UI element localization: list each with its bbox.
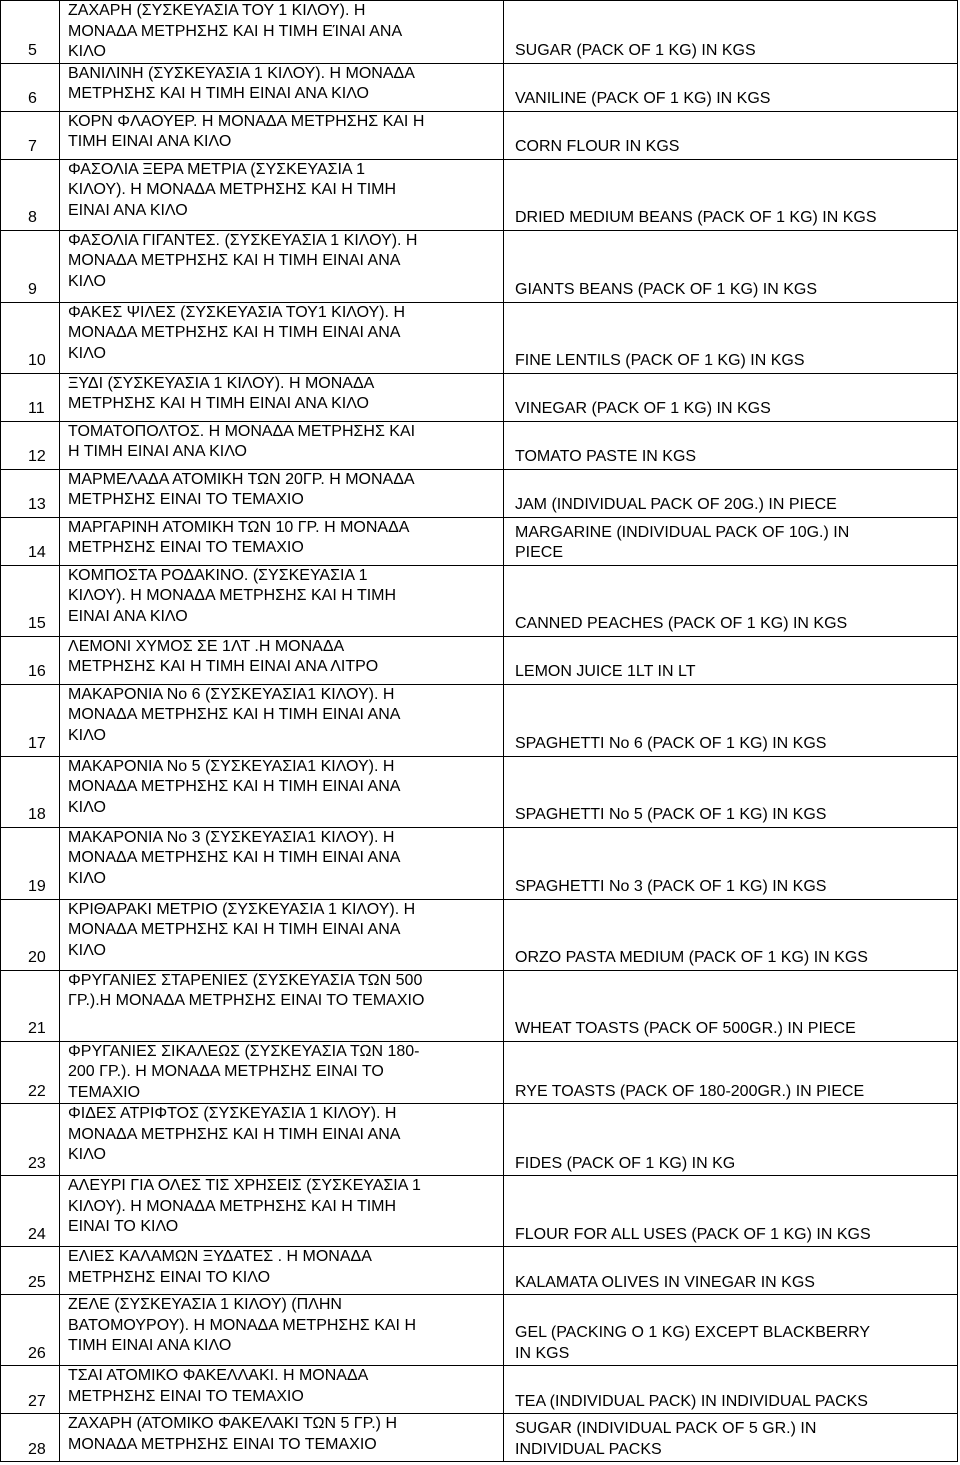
english-description: [504, 230, 958, 302]
greek-description-text: ΚΟΜΠΟΣΤΑ ΡΟΔΑΚΙΝΟ. (ΣΥΣΚΕΥΑΣΙΑ 1 ΚΙΛΟΥ). Η ΜΟΝΑΔΑ ΜΕΤΡΗΣΗΣ ΚΑΙ Η ΤΙΜΗ ΕΙΝΑΙ ΑΝΑ ΚΙΛΟ: [68, 566, 397, 625]
english-description-text: CORN FLOUR IN KGS: [515, 138, 680, 155]
greek-description-text: ΦΡΥΓΑΝΙΕΣ ΣΤΑΡΕΝΙΕΣ (ΣΥΣΚΕΥΑΣΙΑ ΤΩΝ 500 ΓΡ.).Η ΜΟΝΑΔΑ ΜΕΤΡΗΣΗΣ ΕΙΝΑΙ ΤΟ ΤΕΜΑΧΙΟ: [68, 971, 425, 1009]
greek-description: [60, 899, 504, 970]
table-row: [1, 1414, 958, 1462]
table-row: [1, 636, 958, 684]
greek-description: [60, 63, 504, 111]
greek-description: [60, 421, 504, 469]
row-number-text: 9: [28, 281, 37, 298]
english-description-text: VINEGAR (PACK OF 1 KG) IN KGS: [515, 400, 771, 417]
row-number-text: 16: [28, 663, 46, 680]
table-row: [1, 684, 958, 756]
english-description: [504, 565, 958, 636]
english-description-text: JAM (INDIVIDUAL PACK OF 20G.) IN PIECE: [515, 496, 837, 513]
row-number-text: 7: [28, 138, 37, 155]
english-description: [504, 111, 958, 159]
english-description-text: GIANTS BEANS (PACK OF 1 KG) IN KGS: [515, 281, 817, 298]
row-number: [1, 1041, 60, 1104]
row-number-text: 18: [28, 806, 46, 823]
table-row: [1, 899, 958, 970]
greek-description: [60, 1295, 504, 1366]
row-number: [1, 1176, 60, 1247]
greek-description-text: ΖΑΧΑΡΗ (ΑΤΟΜΙΚΟ ΦΑΚΕΛΑΚΙ ΤΩΝ 5 ΓΡ.) Η ΜΟΝΑΔΑ ΜΕΤΡΗΣΗΣ ΕΙΝΑΙ ΤΟ ΤΕΜΑΧΙΟ: [68, 1415, 397, 1453]
english-description-text: CANNED PEACHES (PACK OF 1 KG) IN KGS: [515, 615, 848, 632]
english-description-text: FIDES (PACK OF 1 KG) IN KG: [515, 1154, 736, 1172]
english-description-text: GEL (PACKING O 1 KG) EXCEPT BLACKBERRY IN KGS: [515, 1324, 871, 1362]
english-description-text: ORZO PASTA MEDIUM (PACK OF 1 KG) IN KGS: [515, 949, 868, 966]
greek-description: [60, 827, 504, 899]
greek-description: [60, 111, 504, 159]
greek-description-text: ΕΛΙΕΣ ΚΑΛΑΜΩΝ ΞΥΔΑΤΕΣ . Η ΜΟΝΑΔΑ ΜΕΤΡΗΣΗΣ ΕΙΝΑΙ ΤΟ ΚΙΛΟ: [68, 1248, 372, 1286]
table-row: [1, 159, 958, 230]
greek-description: [60, 517, 504, 565]
greek-description-text: ΑΛΕΥΡΙ ΓΙΑ ΟΛΕΣ ΤΙΣ ΧΡΗΣΕΙΣ (ΣΥΣΚΕΥΑΣΙΑ 1 ΚΙΛΟΥ). Η ΜΟΝΑΔΑ ΜΕΤΡΗΣΗΣ ΚΑΙ Η ΤΙΜΗ ΕΙΝΑΙ ΤΟ ΚΙΛΟ: [68, 1177, 421, 1235]
greek-description-text: ΜΑΚΑΡΟΝΙΑ Νο 5 (ΣΥΣΚΕΥΑΣΙΑ1 ΚΙΛΟΥ). Η ΜΟΝΑΔΑ ΜΕΤΡΗΣΗΣ ΚΑΙ Η ΤΙΜΗ ΕΙΝΑΙ ΑΝΑ ΚΙΛΟ: [68, 757, 401, 816]
english-description: [504, 1295, 958, 1366]
row-number: [1, 1, 60, 64]
greek-description: [60, 469, 504, 517]
table-row: [1, 373, 958, 421]
greek-description-text: ΒΑΝΙΛΙΝΗ (ΣΥΣΚΕΥΑΣΙΑ 1 ΚΙΛΟΥ). Η ΜΟΝΑΔΑ ΜΕΤΡΗΣΗΣ ΚΑΙ Η ΤΙΜΗ ΕΙΝΑΙ ΑΝΑ ΚΙΛΟ: [68, 64, 415, 102]
row-number: [1, 1366, 60, 1414]
table-row: [1, 111, 958, 159]
greek-description-text: ΤΣΑΙ ΑΤΟΜΙΚΟ ΦΑΚΕΛΛΑΚΙ. Η ΜΟΝΑΔΑ ΜΕΤΡΗΣΗΣ ΕΙΝΑΙ ΤΟ ΤΕΜΑΧΙΟ: [68, 1367, 369, 1405]
greek-description: [60, 1104, 504, 1176]
row-number: [1, 565, 60, 636]
greek-description: [60, 970, 504, 1041]
greek-description-text: ΛΕΜΟΝΙ ΧΥΜΟΣ ΣΕ 1ΛΤ .Η ΜΟΝΑΔΑ ΜΕΤΡΗΣΗΣ ΚΑΙ Η ΤΙΜΗ ΕΙΝΑΙ ΑΝΑ ΛΙΤΡΟ: [68, 637, 379, 675]
greek-description: [60, 1247, 504, 1295]
english-description: [504, 517, 958, 565]
table-row: [1, 1, 958, 64]
greek-description: [60, 1, 504, 64]
table-row: [1, 302, 958, 373]
greek-description: [60, 1366, 504, 1414]
row-number-text: 11: [28, 400, 45, 417]
row-number-text: 10: [28, 352, 46, 369]
greek-description: [60, 373, 504, 421]
row-number: [1, 827, 60, 899]
table-row: [1, 421, 958, 469]
table-row: [1, 63, 958, 111]
row-number-text: 12: [28, 448, 46, 465]
greek-description: [60, 302, 504, 373]
row-number: [1, 684, 60, 756]
greek-description: [60, 1414, 504, 1462]
english-description: [504, 827, 958, 899]
row-number: [1, 421, 60, 469]
row-number: [1, 469, 60, 517]
greek-description: [60, 1176, 504, 1247]
row-number-text: 24: [28, 1225, 46, 1243]
english-description-text: DRIED MEDIUM BEANS (PACK OF 1 KG) IN KGS: [515, 209, 877, 226]
row-number: [1, 63, 60, 111]
english-description-text: TOMATO PASTE IN KGS: [515, 448, 697, 465]
table-row: [1, 827, 958, 899]
row-number-text: 28: [28, 1440, 46, 1458]
english-description-text: TEA (INDIVIDUAL PACK) IN INDIVIDUAL PACKS: [515, 1392, 868, 1410]
english-description-text: SUGAR (INDIVIDUAL PACK OF 5 GR.) IN INDIVIDUAL PACKS: [515, 1420, 817, 1458]
english-description: [504, 1366, 958, 1414]
english-description-text: FINE LENTILS (PACK OF 1 KG) IN KGS: [515, 352, 805, 369]
english-description: [504, 1041, 958, 1104]
english-description: [504, 1414, 958, 1462]
row-number: [1, 1414, 60, 1462]
english-description: [504, 302, 958, 373]
greek-description-text: ΦΙΔΕΣ ΑΤΡΙΦΤΟΣ (ΣΥΣΚΕΥΑΣΙΑ 1 ΚΙΛΟΥ). Η ΜΟΝΑΔΑ ΜΕΤΡΗΣΗΣ ΚΑΙ Η ΤΙΜΗ ΕΙΝΑΙ ΑΝΑ ΚΙΛΟ: [68, 1105, 401, 1163]
greek-description-text: ΜΑΚΑΡΟΝΙΑ Νο 6 (ΣΥΣΚΕΥΑΣΙΑ1 ΚΙΛΟΥ). Η ΜΟΝΑΔΑ ΜΕΤΡΗΣΗΣ ΚΑΙ Η ΤΙΜΗ ΕΙΝΑΙ ΑΝΑ ΚΙΛΟ: [68, 685, 401, 744]
english-description: [504, 756, 958, 827]
table-row: [1, 469, 958, 517]
greek-description: [60, 684, 504, 756]
table-row: [1, 756, 958, 827]
row-number-text: 14: [28, 544, 46, 561]
english-description-text: SPAGHETTI No 3 (PACK OF 1 KG) IN KGS: [515, 878, 827, 895]
english-description-text: VANILINE (PACK OF 1 KG) IN KGS: [515, 90, 771, 107]
row-number: [1, 1104, 60, 1176]
greek-description-text: ΦΑΣΟΛΙΑ ΓΙΓΑΝΤΕΣ. (ΣΥΣΚΕΥΑΣΙΑ 1 ΚΙΛΟΥ). Η ΜΟΝΑΔΑ ΜΕΤΡΗΣΗΣ ΚΑΙ Η ΤΙΜΗ ΕΙΝΑΙ ΑΝΑ ΚΙΛΟ: [68, 231, 418, 290]
english-description: [504, 421, 958, 469]
table-row: [1, 1295, 958, 1366]
row-number-text: 20: [28, 949, 46, 966]
english-description-text: MARGARINE (INDIVIDUAL PACK OF 10G.) IN PIECE: [515, 523, 850, 561]
greek-description-text: ΖΑΧΑΡΗ (ΣΥΣΚΕΥΑΣΙΑ ΤΟΥ 1 ΚΙΛΟΥ). Η ΜΟΝΑΔΑ ΜΕΤΡΗΣΗΣ ΚΑΙ Η ΤΙΜΗ ΕΊΝΑΙ ΑΝΑ ΚΙΛΟ: [68, 2, 403, 60]
table-row: [1, 1366, 958, 1414]
table-row: [1, 230, 958, 302]
row-number-text: 17: [28, 735, 46, 752]
greek-description: [60, 1041, 504, 1104]
english-description: [504, 63, 958, 111]
row-number: [1, 756, 60, 827]
row-number: [1, 230, 60, 302]
row-number: [1, 899, 60, 970]
greek-description-text: ΞΥΔΙ (ΣΥΣΚΕΥΑΣΙΑ 1 ΚΙΛΟΥ). Η ΜΟΝΑΔΑ ΜΕΤΡΗΣΗΣ ΚΑΙ Η ΤΙΜΗ ΕΙΝΑΙ ΑΝΑ ΚΙΛΟ: [68, 374, 375, 412]
english-description: [504, 970, 958, 1041]
greek-description: [60, 636, 504, 684]
row-number: [1, 373, 60, 421]
greek-description-text: ΚΟΡΝ ΦΛΑΟΥΕΡ. Η ΜΟΝΑΔΑ ΜΕΤΡΗΣΗΣ ΚΑΙ Η ΤΙΜΗ ΕΙΝΑΙ ΑΝΑ ΚΙΛΟ: [68, 112, 425, 150]
english-description-text: SPAGHETTI No 6 (PACK OF 1 KG) IN KGS: [515, 735, 827, 752]
row-number: [1, 302, 60, 373]
greek-description-text: ΚΡΙΘΑΡΑΚΙ ΜΕΤΡΙΟ (ΣΥΣΚΕΥΑΣΙΑ 1 ΚΙΛΟΥ). Η ΜΟΝΑΔΑ ΜΕΤΡΗΣΗΣ ΚΑΙ Η ΤΙΜΗ ΕΙΝΑΙ ΑΝΑ ΚΙΛΟ: [68, 900, 416, 959]
english-description: [504, 373, 958, 421]
row-number-text: 19: [28, 878, 46, 895]
table-row: [1, 970, 958, 1041]
row-number-text: 26: [28, 1344, 46, 1362]
row-number: [1, 636, 60, 684]
row-number-text: 27: [28, 1392, 46, 1410]
row-number: [1, 517, 60, 565]
row-number-text: 22: [28, 1082, 46, 1100]
row-number-text: 5: [28, 42, 37, 59]
english-description-text: SPAGHETTI No 5 (PACK OF 1 KG) IN KGS: [515, 806, 827, 823]
english-description-text: KALAMATA OLIVES IN VINEGAR IN KGS: [515, 1273, 815, 1291]
greek-description-text: ΦΑΚΕΣ ΨΙΛΕΣ (ΣΥΣΚΕΥΑΣΙΑ ΤΟΥ1 ΚΙΛΟΥ). Η ΜΟΝΑΔΑ ΜΕΤΡΗΣΗΣ ΚΑΙ Η ΤΙΜΗ ΕΙΝΑΙ ΑΝΑ ΚΙΛΟ: [68, 303, 405, 362]
row-number-text: 21: [28, 1020, 46, 1037]
table-row: [1, 1104, 958, 1176]
english-description-text: FLOUR FOR ALL USES (PACK OF 1 KG) IN KGS: [515, 1225, 871, 1243]
english-description: [504, 684, 958, 756]
english-description-text: RYE TOASTS (PACK OF 180-200GR.) IN PIECE: [515, 1082, 865, 1100]
table-row: [1, 517, 958, 565]
row-number-text: 25: [28, 1273, 46, 1291]
greek-description: [60, 230, 504, 302]
english-description: [504, 1104, 958, 1176]
greek-description-text: ΜΑΡΓΑΡΙΝΗ ΑΤΟΜΙΚΗ ΤΩΝ 10 ΓΡ. Η ΜΟΝΑΔΑ ΜΕΤΡΗΣΗΣ ΕΙΝΑΙ ΤΟ ΤΕΜΑΧΙΟ: [68, 518, 410, 556]
greek-description: [60, 565, 504, 636]
english-description: [504, 1247, 958, 1295]
row-number: [1, 1295, 60, 1366]
english-description: [504, 1, 958, 64]
table-row: [1, 1041, 958, 1104]
english-description-text: SUGAR (PACK OF 1 KG) IN KGS: [515, 42, 756, 59]
greek-description-text: ΖΕΛΕ (ΣΥΣΚΕΥΑΣΙΑ 1 ΚΙΛΟΥ) (ΠΛΗΝ ΒΑΤΟΜΟΥΡΟΥ). Η ΜΟΝΑΔΑ ΜΕΤΡΗΣΗΣ ΚΑΙ Η ΤΙΜΗ ΕΙΝΑΙ ΑΝΑ ΚΙΛΟ: [68, 1296, 416, 1354]
row-number: [1, 1247, 60, 1295]
greek-description: [60, 756, 504, 827]
row-number: [1, 159, 60, 230]
row-number-text: 13: [28, 496, 46, 513]
greek-description: [60, 159, 504, 230]
english-description: [504, 159, 958, 230]
greek-description-text: ΜΑΡΜΕΛΑΔΑ ΑΤΟΜΙΚΗ ΤΩΝ 20ΓΡ. Η ΜΟΝΑΔΑ ΜΕΤΡΗΣΗΣ ΕΙΝΑΙ ΤΟ ΤΕΜΑΧΙΟ: [68, 470, 415, 508]
greek-description-text: ΦΑΣΟΛΙΑ ΞΕΡΑ ΜΕΤΡΙΑ (ΣΥΣΚΕΥΑΣΙΑ 1 ΚΙΛΟΥ). Η ΜΟΝΑΔΑ ΜΕΤΡΗΣΗΣ ΚΑΙ Η ΤΙΜΗ ΕΙΝΑΙ ΑΝΑ ΚΙΛΟ: [68, 160, 397, 219]
english-description-text: LEMON JUICE 1LT IN LT: [515, 663, 696, 680]
row-number: [1, 970, 60, 1041]
english-description: [504, 1176, 958, 1247]
row-number-text: 15: [28, 615, 46, 632]
greek-description-text: ΤΟΜΑΤΟΠΟΛΤΟΣ. Η ΜΟΝΑΔΑ ΜΕΤΡΗΣΗΣ ΚΑΙ Η ΤΙΜΗ ΕΙΝΑΙ ΑΝΑ ΚΙΛΟ: [68, 422, 416, 460]
greek-description-text: ΜΑΚΑΡΟΝΙΑ Νο 3 (ΣΥΣΚΕΥΑΣΙΑ1 ΚΙΛΟΥ). Η ΜΟΝΑΔΑ ΜΕΤΡΗΣΗΣ ΚΑΙ Η ΤΙΜΗ ΕΙΝΑΙ ΑΝΑ ΚΙΛΟ: [68, 828, 401, 887]
table-row: [1, 1247, 958, 1295]
english-description-text: WHEAT TOASTS (PACK OF 500GR.) IN PIECE: [515, 1020, 856, 1037]
english-description: [504, 469, 958, 517]
table-row: [1, 565, 958, 636]
table-row: [1, 1176, 958, 1247]
english-description: [504, 636, 958, 684]
english-description: [504, 899, 958, 970]
items-table-body: [1, 1, 958, 1462]
greek-description-text: ΦΡΥΓΑΝΙΕΣ ΣΙΚΑΛΕΩΣ (ΣΥΣΚΕΥΑΣΙΑ ΤΩΝ 180- 200 ΓΡ.). Η ΜΟΝΑΔΑ ΜΕΤΡΗΣΗΣ ΕΙΝΑΙ ΤΟ ΤΕΜΑΧΙΟ: [68, 1042, 420, 1101]
row-number-text: 8: [28, 209, 37, 226]
row-number-text: 23: [28, 1154, 46, 1172]
row-number: [1, 111, 60, 159]
row-number-text: 6: [28, 90, 37, 107]
